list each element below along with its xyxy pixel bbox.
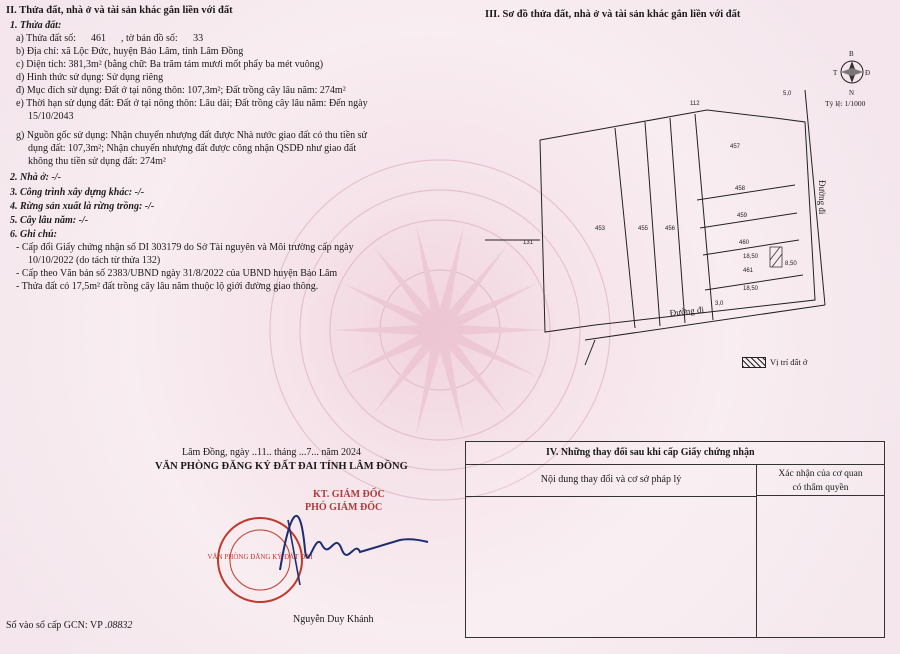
road-label-bottom: Đường đi [669,304,705,318]
usage-term-line1: e) Thời hạn sử dụng đất: Đất ở tại nông thôn: Lâu dài; Đất trồng cây lâu năm: Đến ngày [16,98,368,109]
signer-name: Nguyễn Duy Khánh [293,614,374,625]
compass-south: N [849,89,855,97]
dimension-label: 3,0 [715,301,724,307]
road-edge-bottom [585,340,595,365]
section3-title: III. Sơ đồ thửa đất, nhà ở và tài sản khác gắn liền với đất [485,9,741,20]
watermark-ray [332,325,440,335]
road-label-right: Đường đi [817,180,827,215]
issue-date: Lâm Đồng, ngày ..11.. tháng ...7... năm 2024 [182,447,362,458]
parcel-divider [700,213,797,228]
parcel-divider [703,240,799,255]
parcel-label-458: 458 [735,186,746,192]
changes-header-authority [757,464,884,496]
note3-line: - Thửa đất có 17,5m² đất trồng cây lâu năm thuộc lộ giới đường giao thông. [16,281,319,292]
note2-line: - Cấp theo Văn bản số 2383/UBND ngày 31/8/2022 của UBND huyện Bảo Lâm [16,268,338,279]
dimension-label: 8,50 [785,261,797,267]
other-works-line: 3. Công trình xây dựng khác: -/- [10,187,145,198]
origin-line2: dụng đất: 107,3m²; Nhận chuyển nhượng đất được công nhận QSDĐ như giao đất [28,143,357,154]
parcel-divider [615,128,635,328]
section4-title: IV. Những thay đổi sau khi cấp Giấy chứng nhận [466,442,884,465]
usage-term-line2: 15/10/2043 [28,111,74,122]
dimension-label: 18,50 [743,286,759,292]
parcel-label-459: 459 [737,213,748,219]
compass-east: Đ [865,69,871,77]
issuing-office: VĂN PHÒNG ĐĂNG KÝ ĐẤT ĐAI TỈNH LÂM ĐỒNG [155,461,408,472]
legend-hatch-icon [742,357,766,368]
compass-icon [832,48,872,100]
parcel-label-455: 455 [638,226,649,232]
registration-label: Số vào sổ cấp GCN: VP [6,620,103,631]
authority-line1: Xác nhận của cơ quan [778,469,863,479]
house-line: 2. Nhà ở: -/- [10,172,61,183]
compass-north: B [849,50,854,58]
parcel-divider [670,118,685,323]
signer-role-1: KT. GIÁM ĐỐC [313,489,385,500]
signer-role-2: PHÓ GIÁM ĐỐC [305,502,383,513]
usage-purpose-line: đ) Mục đích sử dụng: Đất ở tại nông thôn: 107,3m²; Đất trồng cây lâu năm: 274m² [16,85,346,96]
note1-line2: 10/10/2022 (do tách từ thửa 132) [28,255,161,266]
dimension-label: 18,50 [743,254,759,260]
parcel-label-461: 461 [743,268,754,274]
section2-title: II. Thửa đất, nhà ở và tài sản khác gắn liền với đất [6,5,233,16]
handwritten-signature [260,490,430,590]
map-scale: Tỷ lệ: 1/1000 [825,99,866,108]
compass-west: T [833,69,838,77]
origin-line1: g) Nguồn gốc sử dụng: Nhận chuyển nhượng đất được Nhà nước giao đất có thu tiền sử [16,130,367,141]
notes-heading: 6. Ghi chú: [10,229,57,240]
parcel-label-453: 453 [595,226,606,232]
parcel-label-131: 131 [523,240,534,246]
sheet-label: , tờ bản đồ số: [120,33,178,44]
registration-line [6,620,132,631]
parcel-label-457: 457 [730,144,741,150]
usage-form-line: d) Hình thức sử dụng: Sử dụng riêng [16,72,164,83]
origin-line3: không thu tiền sử dụng đất: 274m² [28,156,166,167]
forest-line: 4. Rừng sản xuất là rừng trồng: -/- [10,201,155,212]
parcel-label-460: 460 [739,240,750,246]
changes-table [465,441,885,638]
land-heading: 1. Thửa đất: [10,20,62,31]
registration-number: .08832 [104,620,133,631]
parcel-divider [697,185,795,200]
sheet-number: 33 [193,33,204,44]
authority-line2: có thẩm quyền [792,483,849,493]
area-line: c) Diện tích: 381,3m² (bằng chữ: Ba trăm tám mươi mốt phẩy ba mét vuông) [16,59,324,70]
parcel-line [16,33,216,45]
parcel-label-112: 112 [690,101,700,107]
dimension-label: 5,0 [783,91,792,97]
parcel-label-456: 456 [665,226,676,232]
address-line: b) Địa chỉ: xã Lộc Đức, huyện Bảo Lâm, tỉnh Lâm Đồng [16,46,244,57]
legend-label: Vị trí đất ở [770,357,808,367]
seal-text: VĂN PHÒNG ĐĂNG KÝ ĐẤT ĐAI [207,553,313,561]
parcel-divider [645,122,660,326]
note1-line1: - Cấp đổi Giấy chứng nhận số DI 303179 do Sở Tài nguyên và Môi trường cấp ngày [16,242,354,253]
house-location-hatch [770,247,782,267]
parcel-number: 461 [90,33,106,44]
changes-header-content: Nội dung thay đổi và cơ sở pháp lý [466,464,756,497]
parcel-label: a) Thửa đất số: [16,33,76,44]
trees-line: 5. Cây lâu năm: -/- [10,215,89,226]
